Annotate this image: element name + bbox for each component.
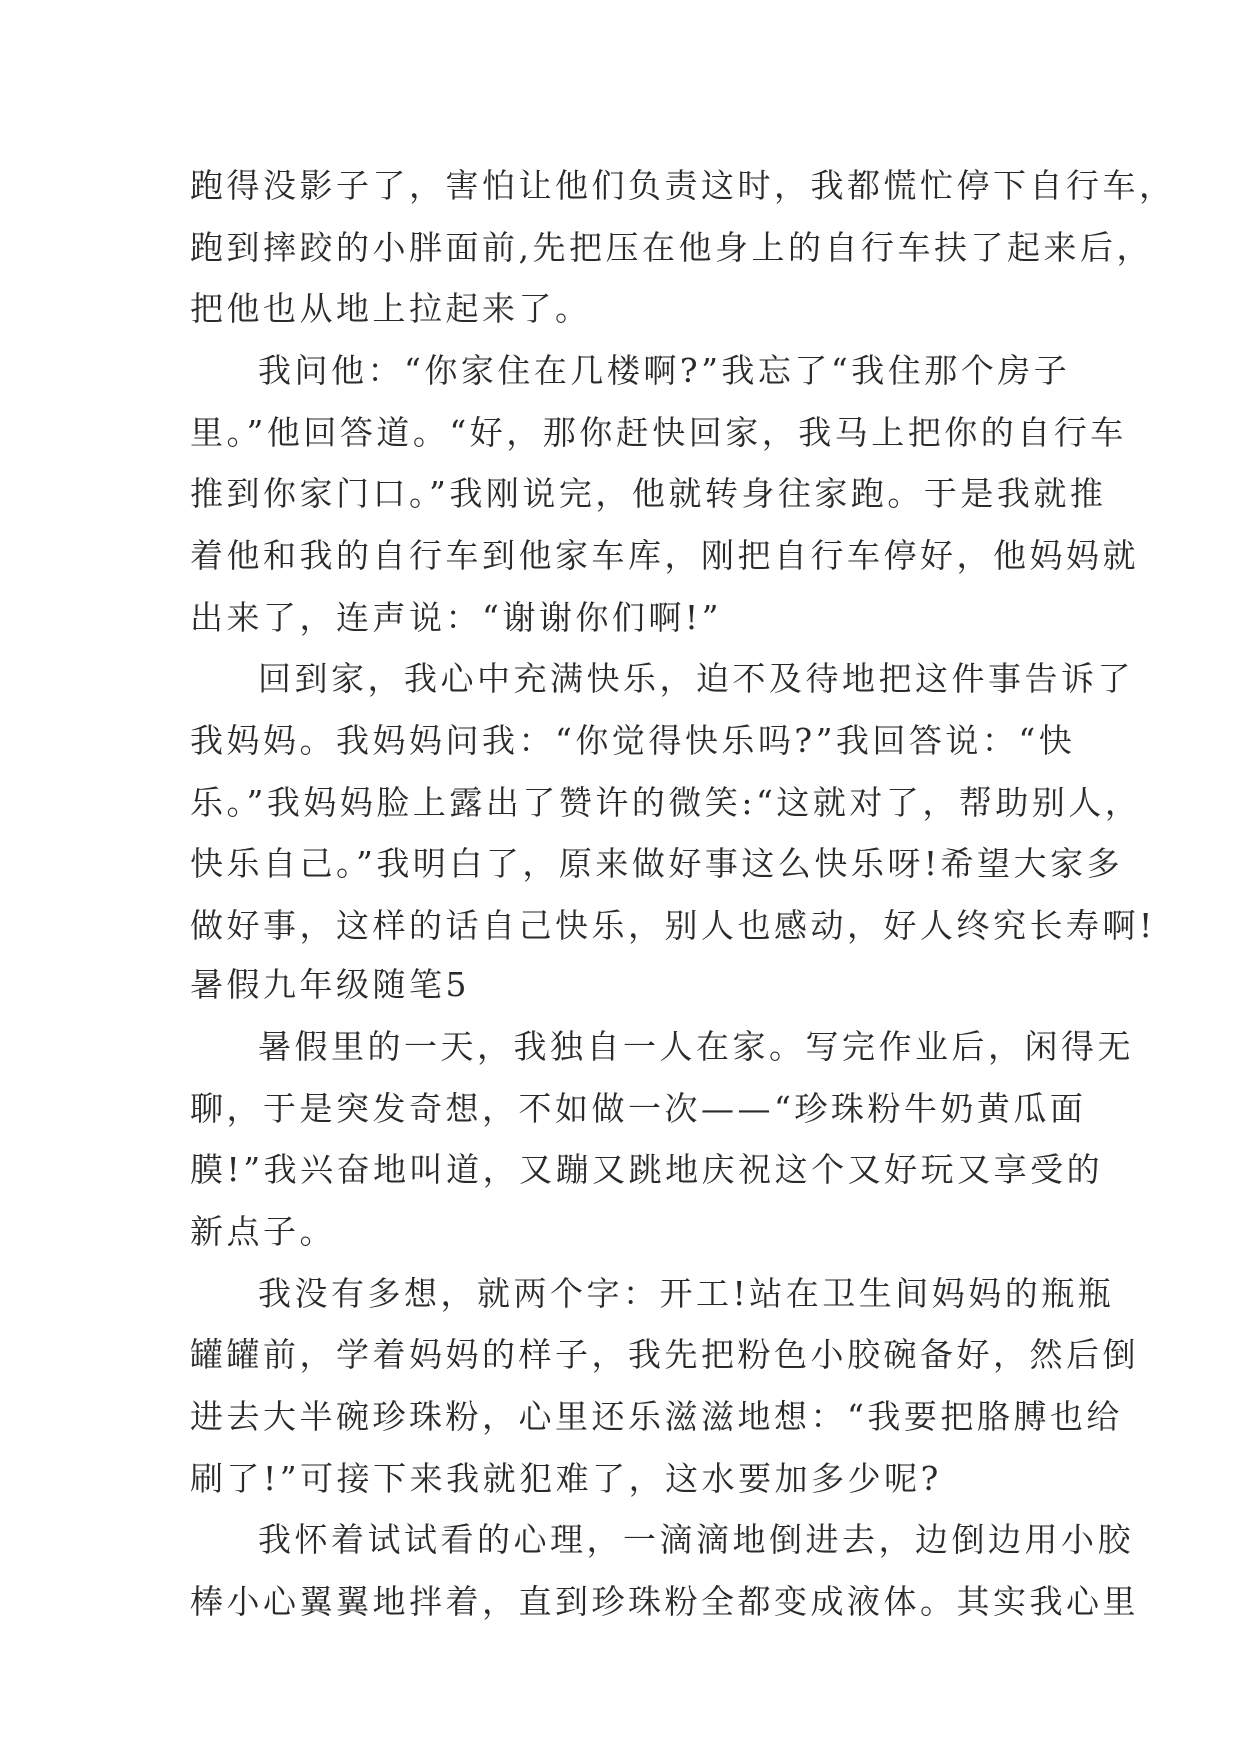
text-line: 跑得没影子了，害怕让他们负责这时，我都慌忙停下自行车，	[190, 166, 1176, 205]
paragraph-first-line: 我怀着试试看的心理，一滴滴地倒进去，边倒边用小胶	[258, 1520, 1134, 1559]
text-line: 聊，于是突发奇想，不如做一次——“珍珠粉牛奶黄瓜面	[190, 1089, 1087, 1128]
paragraph-first-line: 暑假里的一天，我独自一人在家。写完作业后，闲得无	[258, 1027, 1134, 1066]
text-line: 着他和我的自行车到他家车库，刚把自行车停好，他妈妈就	[190, 536, 1139, 575]
text-line: 把他也从地上拉起来了。	[190, 289, 592, 328]
paragraph-first-line: 我没有多想，就两个字：开工!站在卫生间妈妈的瓶瓶	[258, 1274, 1115, 1313]
text-line: 推到你家门口。”我刚说完，他就转身往家跑。于是我就推	[190, 474, 1107, 513]
text-line: 刷了!”可接下来我就犯难了，这水要加多少呢?	[190, 1459, 942, 1498]
text-line: 里。”他回答道。“好，那你赶快回家，我马上把你的自行车	[190, 413, 1127, 452]
text-line: 膜!”我兴奋地叫道，又蹦又跳地庆祝这个又好玩又享受的	[190, 1150, 1104, 1189]
text-line: 出来了，连声说：“谢谢你们啊!”	[190, 598, 723, 637]
text-line: 棒小心翼翼地拌着，直到珍珠粉全都变成液体。其实我心里	[190, 1582, 1139, 1621]
text-line: 乐。”我妈妈脸上露出了赞许的微笑:“这就对了，帮助别人，	[190, 783, 1142, 822]
section-title: 暑假九年级随笔5	[190, 965, 470, 1004]
text-line: 快乐自己。”我明白了，原来做好事这么快乐呀!希望大家多	[190, 844, 1124, 883]
text-line: 跑到摔跤的小胖面前,先把压在他身上的自行车扶了起来后，	[190, 228, 1153, 267]
text-line: 做好事，这样的话自己快乐，别人也感动，好人终究长寿啊!	[190, 906, 1156, 945]
text-line: 新点子。	[190, 1212, 336, 1251]
text-line: 罐罐前，学着妈妈的样子，我先把粉色小胶碗备好，然后倒	[190, 1335, 1139, 1374]
text-line: 进去大半碗珍珠粉，心里还乐滋滋地想：“我要把胳膊也给	[190, 1397, 1123, 1436]
paragraph-first-line: 我问他：“你家住在几楼啊?”我忘了“我住那个房子	[258, 351, 1071, 390]
paragraph-first-line: 回到家，我心中充满快乐，迫不及待地把这件事告诉了	[258, 659, 1134, 698]
text-line: 我妈妈。我妈妈问我：“你觉得快乐吗?”我回答说：“快	[190, 721, 1076, 760]
